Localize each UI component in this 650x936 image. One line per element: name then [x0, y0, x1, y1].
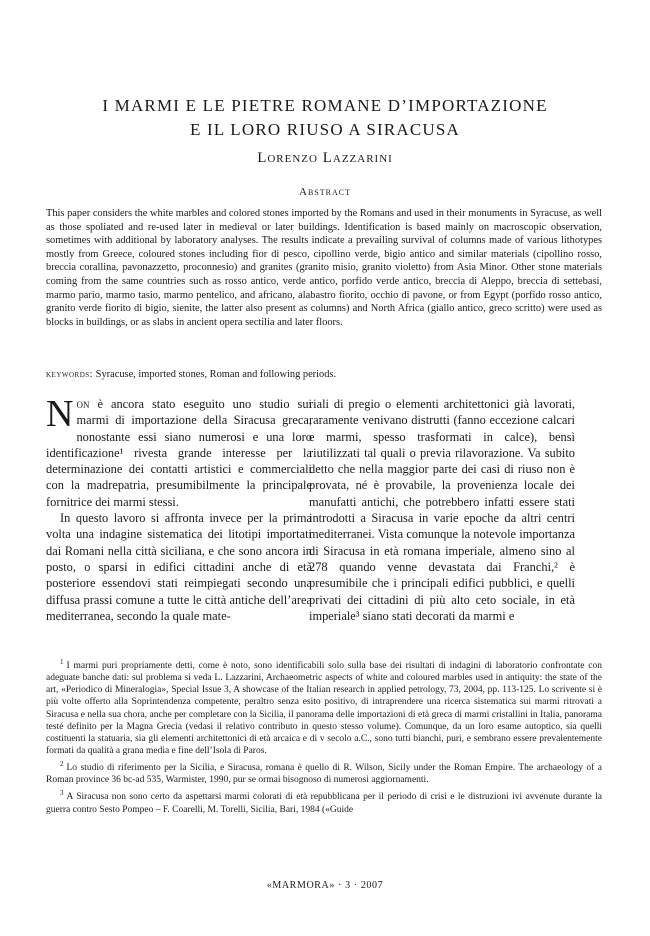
body-paragraph-2-continued: riali di pregio o elementi architettonici già lavorati, raramente venivano distrutti (fanno eccezione calcari e marmi, spesso trasformati in calce), bensì riutilizzati tal quali o previa rilavorazione. Va subito detto che nella maggior parte dei casi di riuso non è provata, né è provabile, la provenienza locale dei manufatti antichi, che potrebbero infatti essere stati introdotti a Siracusa in varie epoche da altri centri mediterranei. Vista comunque la notevole importanza di Siracusa in età romana imperiale, almeno sino al 278 quando venne devastata dai Franchi,² è presumibile che i principali edifici pubblici, e quelli privati dei cittadini di più alto ceto sociale, in età imperiale³ siano stati decorati da marmi e: [309, 397, 575, 623]
body-column-left: [46, 393, 312, 624]
running-footer: «MARMORA» · 3 · 2007: [266, 880, 384, 891]
footnote-2-number: 2: [60, 759, 64, 768]
footnote-2: [46, 758, 602, 786]
footnote-3-text: A Siracusa non sono certo da aspettarsi marmi colorati di età repubblicana per il periodo di crisi e le distruzioni ivi avvenute durante la guerra contro Sesto Pompeo – F. Coarelli, M. Torelli, Sicilia, Bari, 1984 («Guide: [46, 792, 602, 815]
drop-cap: N: [46, 393, 74, 435]
body-paragraph-2: In questo lavoro si affronta invece per la prima volta una indagine sistematica dei litotipi importati dai Romani nella città siciliana, e che sono ancora in posto, o sparsi in edifici cittadini anche di età posteriore essendovi stati reimpiegati secondo una diffusa prassi comune a tutte le città antiche dell’area mediterranea, secondo la quale mate-: [46, 511, 312, 623]
footnote-1: [46, 656, 602, 757]
footnote-1-text: I marmi puri propriamente detti, come è noto, sono identificabili solo sulla base dei risultati di indagini di laboratorio confrontate con adeguate banche dati: sul problema si veda L. Lazzarini, Archaeometric aspects of white and coloured marbles used in antiquity: the state of the art, «Periodico di Mineralogia», Special Issue 3, A showcase of the Italian research in applied petrology, 73, 2004, pp. 113-125. Lo scrivente si è più volte offerto alla Soprintendenza competente, peraltro senza esito positivo, di intraprendere una ricerca sistematica sui marmi ritrovati a Siracusa e nella sua chora, anche per completare con la Sicilia, il panorama delle importazioni di età greca di marmi cristallini in Italia, panorama testé definito per la Magna Grecia (vedasi il relativo contributo in questo stesso volume). Comunque, da un loro esame autoptico, sia quelli costituenti la statuaria, sia gli elementi architettonici di età arcaica e di v secolo a.C., sono tutti bianchi, puri, e sembrano essere prevalentemente formati da qualità a grana media e fine dell’Isola di Paros.: [46, 661, 602, 756]
body-column-right: [309, 396, 575, 624]
footnote-3-number: 3: [60, 789, 64, 798]
title-line-2: E IL LORO RIUSO A SIRACUSA: [189, 120, 460, 139]
abstract-text: This paper considers the white marbles and colored stones imported by the Romans and used in their monuments in Syracuse, as well as those spoliated and re-used later in medieval or later buildings. Identification is based mainly on macroscopic observation, sometimes with additional by laboratory analyses. The results indicate a prevailing survival of columns made of various lithotypes mostly from Greece, coloured stones including fior di pesco, cipollino verde, bigio antico and similar materials (cipollino rosso, breccia corallina, pavonazzetto, proconnesio) and granites (granito misio, granito violetto) from Asia Minor. Other stone materials coming from the same countries such as rosso antico, verde antico, porfido verde antico, breccia di Aleppo, breccia di settebasi, marmo pario, marmo tasio, marmo pentelico, and africano, alabastro fiorito, occhio di pavone, or from Egypt (porfido rosso antico, granito verde fiorito di bigio, sienite, the latter also present as columns) and North Africa (giallo antico, greco scritto) were used as blocks in buildings, or as slabs in ancient opera sectilia and later floors.: [46, 208, 602, 328]
keywords-text: Syracuse, imported stones, Roman and following periods.: [95, 369, 337, 380]
article-title: [0, 94, 650, 142]
footnote-3: [46, 787, 602, 815]
footnote-1-number: 1: [60, 658, 64, 666]
lead-word: on: [76, 397, 90, 411]
footnotes: [46, 656, 602, 817]
keywords: [46, 368, 602, 382]
author-name: Lorenzo Lazzarini: [257, 150, 393, 166]
footnote-2-text: Lo studio di riferimento per la Sicilia, e Siracusa, romana è quello di R. Wilson, Sicily under the Roman Empire. The archaeology of a Roman province 36 bc-ad 535, Warmister, 1990, pur se ormai bisognoso di numerosi aggiornamenti.: [46, 763, 602, 786]
paragraph-1-text: è ancora stato eseguito uno studio sui marmi di importazione della Siracusa greca, nonostante essi siano numerosi e una loro identificazione¹ rivesta grande interesse per la determinazione dei contatti artistici e commerciali con la madrepatria, presumibilmente la principale fornitrice dei marmi stessi.: [46, 397, 312, 509]
abstract-heading: Abstract: [299, 186, 351, 198]
title-line-1: I MARMI E LE PIETRE ROMANE D’IMPORTAZIONE: [102, 96, 548, 115]
body-paragraph-1: [46, 393, 312, 510]
keywords-label: keywords:: [46, 369, 94, 380]
